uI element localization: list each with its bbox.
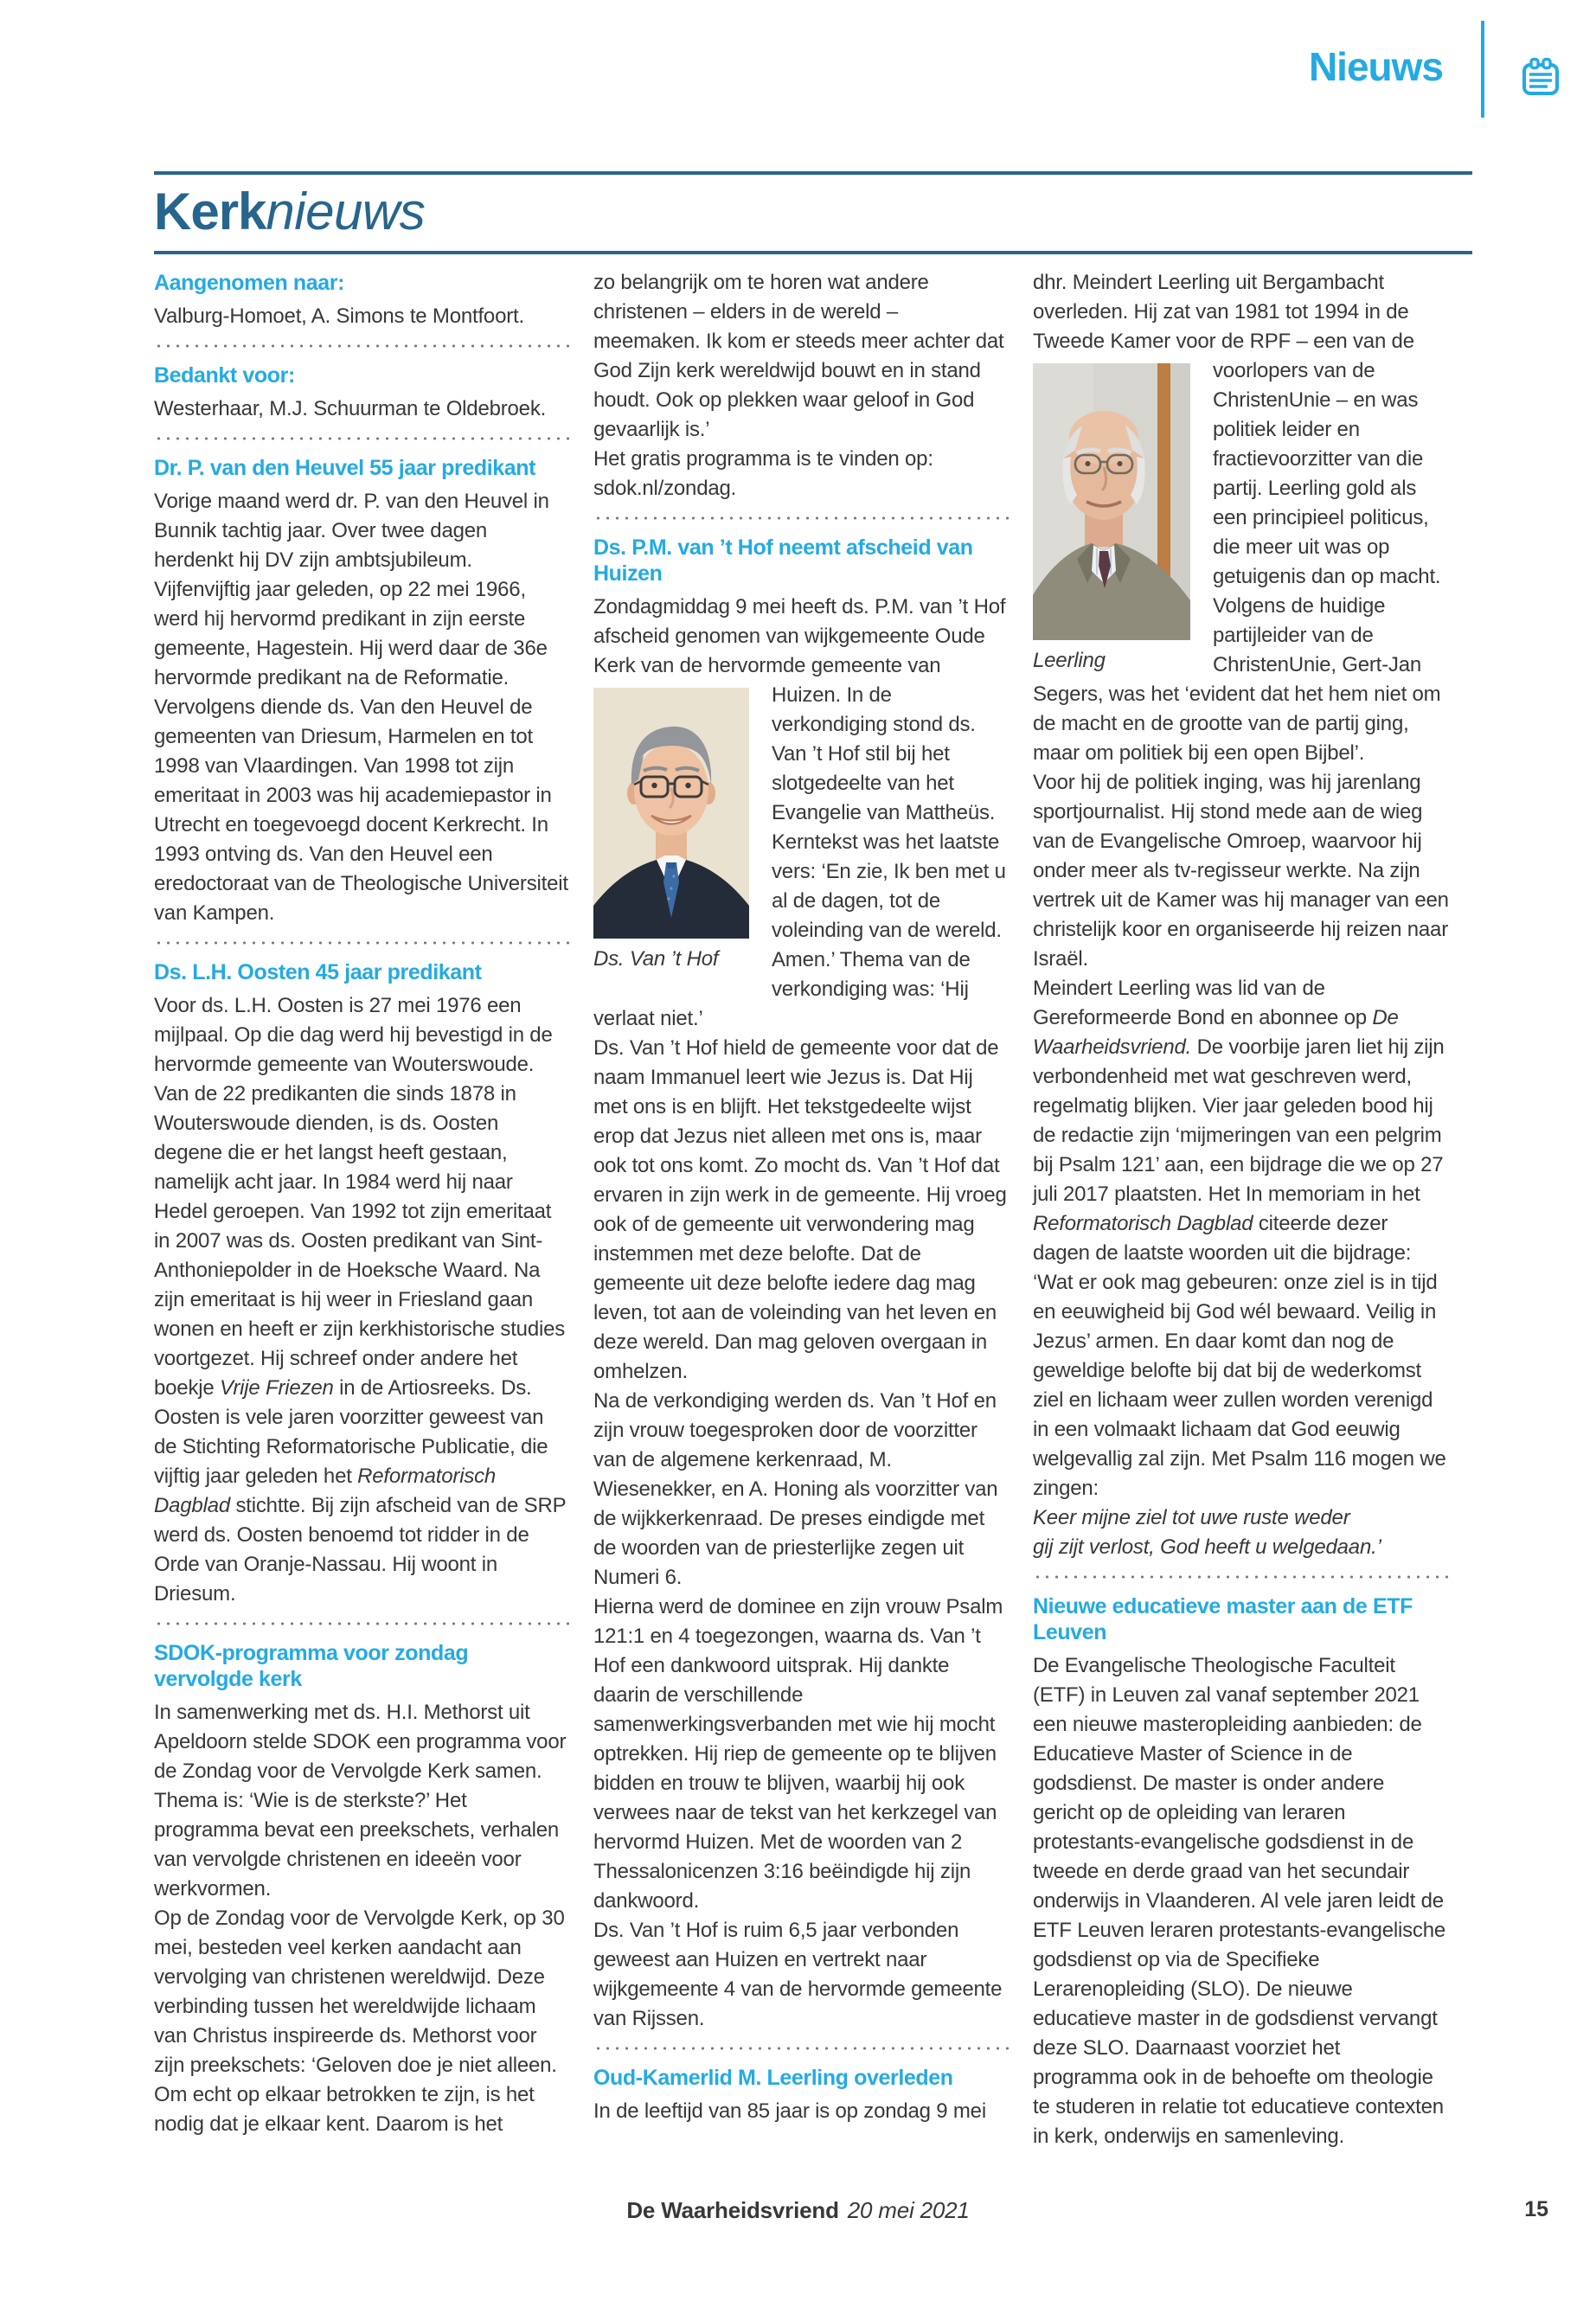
masthead-rule-top <box>154 171 1472 175</box>
paragraph-italic-segment: Keer mijne ziel tot uwe ruste weder <box>1033 1506 1350 1529</box>
article-paragraph <box>593 1387 1010 1593</box>
paragraph-italic-segment: Reformatorisch Dagblad <box>1033 1212 1253 1235</box>
paragraph-italic-segment: gij zijt verlost, God heeft u welgedaan.’ <box>1033 1535 1381 1559</box>
paragraph-segment: Het gratis programma is te vinden op: sdok.nl/zondag. <box>593 447 933 500</box>
paragraph-segment: Ds. Van ’t Hof is ruim 6,5 jaar verbonden geweest aan Huizen en vertrekt naar wijkgemeente 4 van de hervormde gemeente van Rijssen. <box>593 1919 1003 2030</box>
article-heading: Bedankt voor: <box>154 363 295 388</box>
article-heading: Ds. L.H. Oosten 45 jaar predikant <box>154 960 482 984</box>
article-paragraph <box>593 1593 1010 1916</box>
dotted-divider <box>1033 1574 1450 1580</box>
article-paragraph <box>1033 1533 1450 1562</box>
paragraph-italic-segment: Reformatorisch Dagblad <box>154 1465 497 1517</box>
page-number: 15 <box>1524 2197 1548 2221</box>
article-heading: Ds. P.M. van ’t Hof neemt afscheid van Huizen <box>593 535 973 586</box>
paragraph-segment: Westerhaar, M.J. Schuurman te Oldebroek. <box>154 397 547 420</box>
footer-date: 20 mei 2021 <box>847 2197 970 2223</box>
dotted-divider <box>593 2046 1010 2051</box>
article-section <box>593 535 1010 2051</box>
paragraph-segment: dhr. Meindert Leerling uit Bergambacht overleden. Hij zat van 1981 tot 1994 in de Tweede Kamer voor de RPF – een van de <box>1033 271 1414 353</box>
paragraph-segment: in de Artiosreeks. Ds. Oosten is vele jaren voorzitter geweest van de Stichting Reformatorische Publicatie, die vijftig jaar geleden het <box>154 1376 548 1488</box>
article-section <box>154 455 571 945</box>
paragraph-segment: De voorbije jaren liet hij zijn verbondenheid met wat geschreven werd, regelmatig blijken. Vier jaar geleden bood hij de redactie zijn ‘mijmeringen van een pelgrim bij Psalm 121’ aan, een bijdrage die we op 27 juli 2017 plaatsten. Het In memoriam in het <box>1033 1035 1445 1206</box>
column-1 <box>154 268 571 2139</box>
masthead-rule-bottom <box>154 251 1472 254</box>
paragraph-segment: Op de Zondag voor de Vervolgde Kerk, op 30 mei, besteden veel kerken aandacht aan vervolging van christenen wereldwijd. Deze verbinding tussen het wereldwijde lichaam van Christus inspireerde ds. Methorst voor zijn preekschets: ‘Geloven doe je niet alleen. Om echt op elkaar betrokken te zijn, is het nodig dat je elkaar kent. Daarom is het <box>154 1907 565 2136</box>
section-label: Nieuws <box>1308 44 1443 89</box>
page-title-bold: Kerk <box>154 183 266 240</box>
paragraph-segment: Na de verkondiging werden ds. Van ’t Hof en zijn vrouw toegesproken door de voorzitter van de algemene kerkenraad, M. Wiesenekker, en A. Honing als voorzitter van de wijkkerkenraad. De preses eindigde met de woorden van de priesterlijke zegen uit Numeri 6. <box>593 1389 998 1589</box>
paragraph-segment: Valburg-Homoet, A. Simons te Montfoort. <box>154 304 524 328</box>
article-paragraph <box>154 394 571 424</box>
paragraph-segment: Meindert Leerling was lid van de Gereformeerde Bond en abonnee op <box>1033 977 1373 1029</box>
column-2 <box>593 268 1010 2126</box>
article-section <box>154 1640 571 2139</box>
article-paragraph <box>154 991 571 1609</box>
article-section <box>1033 1593 1450 2151</box>
column-3 <box>1033 268 1450 2151</box>
paragraph-segment: Voor hij de politiek inging, was hij jarenlang sportjournalist. Hij stond mede aan de wieg van de Evangelische Omroep, waarvoor hij onder meer als tv-regisseur werkte. Na zijn vertrek uit de Kamer was hij manager van een christelijk koor en organiseerde hij reizen naar Israël. <box>1033 771 1449 971</box>
article-paragraph <box>154 1698 571 1904</box>
article-section <box>154 270 571 349</box>
article-paragraph <box>593 268 1010 445</box>
article-section <box>593 268 1010 521</box>
article-heading: Nieuwe educatieve master aan de ETF Leuven <box>1033 1594 1413 1644</box>
article-paragraph <box>154 1904 571 2139</box>
article-heading: SDOK-programma voor zondag vervolgde kerk <box>154 1641 469 1691</box>
footer-magazine-name: De Waarheidsvriend <box>626 2197 839 2223</box>
article-heading: Oud-Kamerlid M. Leerling overleden <box>593 2066 953 2090</box>
paragraph-segment: Voor ds. L.H. Oosten is 27 mei 1976 een mijlpaal. Op die dag werd hij bevestigd in de hervormde gemeente van Wouterswoude. Van de 22 predikanten die sinds 1878 in Wouterswoude dienden, is ds. Oosten degene die er het langst heeft gestaan, namelijk acht jaar. In 1984 werd hij naar Hedel geroepen. Van 1992 tot zijn emeritaat in 2007 was ds. Oosten predikant van Sint-Anthoniepolder in de Hoeksche Waard. Na zijn emeritaat is hij weer in Friesland gaan wonen en heeft er zijn kerkhistorische studies voortgezet. Hij schreef onder andere het boekje <box>154 994 566 1400</box>
article-paragraph <box>593 593 1010 681</box>
paragraph-segment: zo belangrijk om te horen wat andere christenen – elders in de wereld – meemaken. Ik kom er steeds meer achter dat God Zijn kerk wereldwijd bouwt en in stand houdt. Ook op plekken waar geloof in God gevaarlijk is.’ <box>593 271 1004 441</box>
calendar-icon <box>1521 57 1561 97</box>
dotted-divider <box>154 436 571 441</box>
dotted-divider <box>154 940 571 945</box>
paragraph-segment: De Evangelische Theologische Faculteit (ETF) in Leuven zal vanaf september 2021 een nieuwe masteropleiding aanbieden: de Educatieve Master of Science in de godsdienst. De master is onder andere gericht op de opleiding van leraren protestants-evangelische godsdienst in de tweede en derde graad van het secundair onderwijs in Vlaanderen. Al vele jaren leidt de ETF Leuven leraren protestants-evangelische godsdienst op via de Specifieke Lerarenopleiding (SLO). De nieuwe educatieve master in de godsdienst vervangt deze SLO. Daarnaast voorziet het programma ook in de behoefte om theologie te studeren in relatie tot educatieve contexten in kerk, onderwijs en samenleving. <box>1033 1654 1446 2148</box>
article-paragraph <box>593 1916 1010 2034</box>
dotted-divider <box>593 516 1010 521</box>
paragraph-segment: Huizen. In de verkondiging stond ds. Van ’t Hof stil bij het slotgedeelte van het Evangelie van Mattheüs. Kerntekst was het laatste vers: ‘En zie, Ik ben met u al de dagen, tot de voleinding van de wereld. Amen.’ Thema van de verkondiging was: ‘Hij verlaat niet.’ <box>593 683 1006 1030</box>
photo-caption: Ds. Van ’t Hof <box>593 947 719 971</box>
article-paragraph <box>154 487 571 928</box>
article-heading: Aangenomen naar: <box>154 271 345 295</box>
paragraph-segment: Ds. Van ’t Hof hield de gemeente voor dat de naam Immanuel leert wie Jezus is. Dat Hij met ons is en blijft. Het tekstgedeelte wijst erop dat Jezus niet alleen met ons is, maar ook tot ons komt. Zo mocht ds. Van ’t Hof dat ervaren in zijn werk in de gemeente. Hij vroeg ook of de gemeente uit verwondering mag instemmen met deze belofte. Dat de gemeente uit deze belofte iedere dag mag leven, tot aan de voleinding van het leven en deze wereld. Dan mag geloven overgaan in omhelzen. <box>593 1036 1007 1383</box>
paragraph-segment: voorlopers van de ChristenUnie – en was politiek leider en fractievoorzitter van die partij. Leerling gold als een principieel politicus, die meer uit was op getuigenis dan op macht. Volgens de huidige partijleider van de ChristenUnie, Gert-Jan Segers, was het ‘evident dat het hem niet om de macht en de grootte van de partij ging, maar om politiek bij een open Bijbel’. <box>1033 359 1441 765</box>
paragraph-segment: Hierna werd de dominee en zijn vrouw Psalm 121:1 en 4 toegezongen, waarna ds. Van ’t Hof een dankwoord uitsprak. Hij dankte daarin de verschillende samenwerkingsverbanden met wie hij mocht optrekken. Hij riep de gemeente op te blijven bidden en trouw te blijven, waarbij hij ook verwees naar de tekst van het kerkzegel van hervormd Huizen. Met de woorden van 2 Thessalonicenzen 3:16 beëindigde hij zijn dankwoord. <box>593 1595 1003 1913</box>
footer <box>0 2197 1596 2224</box>
article-paragraph <box>154 302 571 331</box>
article-section <box>154 959 571 1626</box>
page-title <box>154 180 425 244</box>
article-paragraph <box>1033 768 1450 974</box>
paragraph-italic-segment: Vrije Friezen <box>220 1376 334 1400</box>
header-divider-line <box>1481 21 1484 118</box>
article-paragraph <box>1033 1651 1450 2151</box>
dotted-divider <box>154 1621 571 1626</box>
photo-caption: Leerling <box>1033 649 1106 672</box>
page-title-italic: nieuws <box>266 183 426 240</box>
article-paragraph <box>1033 974 1450 1503</box>
article-paragraph <box>593 445 1010 503</box>
paragraph-segment: Zondagmiddag 9 mei heeft ds. P.M. van ’t Hof afscheid genomen van wijkgemeente Oude Kerk van de hervormde gemeente van <box>593 595 1006 677</box>
article-paragraph <box>593 2097 1010 2126</box>
article-paragraph <box>1033 268 1450 356</box>
paragraph-segment: Vorige maand werd dr. P. van den Heuvel in Bunnik tachtig jaar. Over twee dagen herdenkt hij DV zijn ambtsjubileum. Vijfenvijftig jaar geleden, op 22 mei 1966, werd hij hervormd predikant in zijn eerste gemeente, Hagestein. Hij werd daar de 36e hervormde predikant na de Reformatie. Vervolgens diende ds. Van den Heuvel de gemeenten van Driesum, Harmelen en tot 1998 van Vlaardingen. Van 1998 tot zijn emeritaat in 2003 was hij academiepastor in Utrecht en toegevoegd docent Kerkrecht. In 1993 ontving ds. Van den Heuvel een eredoctoraat van de Theologische Universiteit van Kampen. <box>154 490 568 925</box>
paragraph-italic-segment: De Waarheidsvriend. <box>1033 1006 1399 1059</box>
dotted-divider <box>154 343 571 349</box>
portrait-photo-vanthof <box>593 688 749 972</box>
portrait-photo-leerling <box>1033 363 1190 674</box>
paragraph-segment: In de leeftijd van 85 jaar is op zondag 9 mei <box>593 2099 986 2123</box>
paragraph-segment: citeerde dezer dagen de laatste woorden uit die bijdrage: ‘Wat er ook mag gebeuren: onze ziel is in tijd en eeuwigheid bij God wél bewaard. Veilig in Jezus’ armen. En daar komt dan nog de geweldige belofte bij dat bij de wederkomst ziel en lichaam weer zullen worden verenigd in een volmaakt lichaam dat God eeuwig welgevallig zal zijn. Met Psalm 116 mogen we zingen: <box>1033 1212 1446 1500</box>
paragraph-segment: In samenwerking met ds. H.I. Methorst uit Apeldoorn stelde SDOK een programma voor de Zondag voor de Vervolgde Kerk samen. Thema is: ‘Wie is de sterkste?’ Het programma bevat een preekschets, verhalen van vervolgde christenen en ideeën voor werkvormen. <box>154 1701 567 1900</box>
article-section <box>1033 268 1450 1580</box>
article-paragraph <box>593 1034 1010 1387</box>
article-heading: Dr. P. van den Heuvel 55 jaar predikant <box>154 456 536 480</box>
article-section <box>593 2065 1010 2126</box>
article-paragraph <box>1033 1503 1450 1533</box>
paragraph-segment: stichtte. Bij zijn afscheid van de SRP werd ds. Oosten benoemd tot ridder in de Orde van Oranje-Nassau. Hij woont in Driesum. <box>154 1494 566 1606</box>
article-section <box>154 362 571 441</box>
